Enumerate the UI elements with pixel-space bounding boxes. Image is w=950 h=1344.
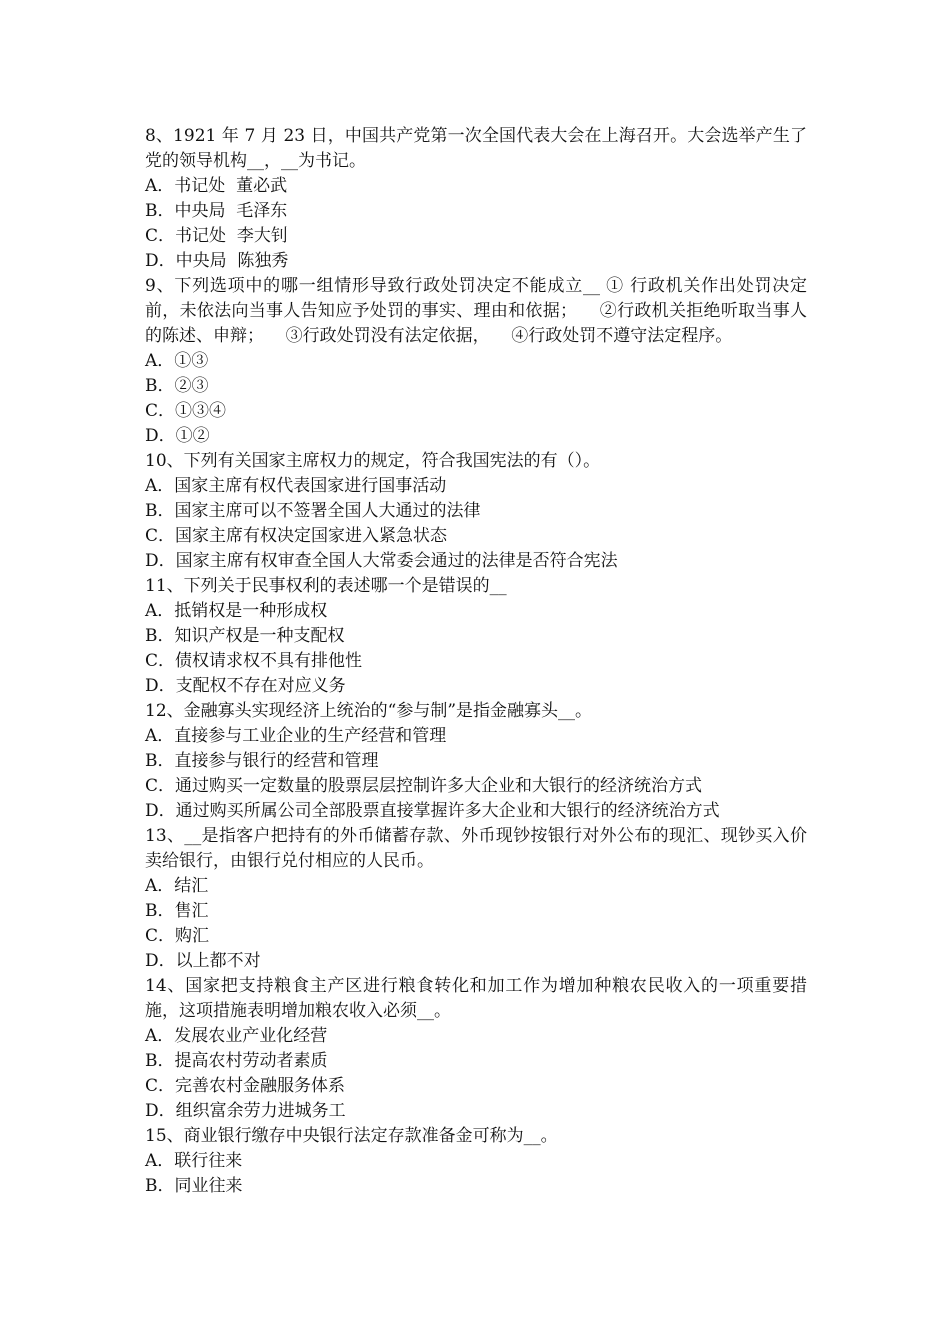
option-b: B．②③ (145, 376, 209, 396)
option-a: A．联行往来 (145, 1151, 243, 1171)
question-list (145, 124, 807, 1199)
option-c: C．①③④ (145, 401, 227, 421)
option-d: D．中央局 陈独秀 (145, 251, 289, 271)
option-b: B．中央局 毛泽东 (145, 201, 288, 221)
question-stem: 8、1921 年 7 月 23 日，中国共产党第一次全国代表大会在上海召开。大会选举产生了党的领导机构__，__为书记。 (145, 126, 807, 171)
option-d: D．①② (145, 426, 210, 446)
option-c: C．通过购买一定数量的股票层层控制许多大企业和大银行的经济统治方式 (145, 776, 703, 796)
option-a: A．直接参与工业企业的生产经营和管理 (145, 726, 447, 746)
option-a: A．①③ (145, 351, 209, 371)
question-stem: 11、下列关于民事权利的表述哪一个是错误的__ (145, 576, 507, 596)
question-stem: 10、下列有关国家主席权力的规定，符合我国宪法的有（）。 (145, 451, 601, 471)
question-15 (145, 1124, 807, 1199)
question-stem: 13、__是指客户把持有的外币储蓄存款、外币现钞按银行对外公布的现汇、现钞买入价卖给银行，由银行兑付相应的人民币。 (145, 826, 807, 871)
option-a: A．发展农业产业化经营 (145, 1026, 328, 1046)
question-13 (145, 824, 807, 974)
option-b: B．提高农村劳动者素质 (145, 1051, 328, 1071)
option-c: C．书记处 李大钊 (145, 226, 288, 246)
question-8 (145, 124, 807, 274)
question-stem: 12、金融寡头实现经济上统治的“参与制”是指金融寡头__。 (145, 701, 593, 721)
option-c: C．债权请求权不具有排他性 (145, 651, 363, 671)
option-d: D．支配权不存在对应义务 (145, 676, 346, 696)
option-a: A．抵销权是一种形成权 (145, 601, 328, 621)
question-11 (145, 574, 807, 699)
option-c: C．购汇 (145, 926, 210, 946)
option-a: A．国家主席有权代表国家进行国事活动 (145, 476, 447, 496)
option-b: B．直接参与银行的经营和管理 (145, 751, 379, 771)
option-b: B．售汇 (145, 901, 209, 921)
option-d: D．以上都不对 (145, 951, 261, 971)
option-d: D．国家主席有权审查全国人大常委会通过的法律是否符合宪法 (145, 551, 618, 571)
question-stem: 14、国家把支持粮食主产区进行粮食转化和加工作为增加种粮农民收入的一项重要措施，这项措施表明增加粮农收入必须__。 (145, 976, 807, 1021)
option-c: C．完善农村金融服务体系 (145, 1076, 346, 1096)
option-b: B．国家主席可以不签署全国人大通过的法律 (145, 501, 481, 521)
question-12 (145, 699, 807, 824)
option-a: A．书记处 董必武 (145, 176, 288, 196)
question-9 (145, 274, 807, 449)
option-d: D．组织富余劳力进城务工 (145, 1101, 346, 1121)
option-a: A．结汇 (145, 876, 209, 896)
option-c: C．国家主席有权决定国家进入紧急状态 (145, 526, 448, 546)
option-d: D．通过购买所属公司全部股票直接掌握许多大企业和大银行的经济统治方式 (145, 801, 720, 821)
question-stem: 15、商业银行缴存中央银行法定存款准备金可称为__。 (145, 1126, 558, 1146)
question-14 (145, 974, 807, 1124)
question-stem: 9、下列选项中的哪一组情形导致行政处罚决定不能成立__ ① 行政机关作出处罚决定前，未依法向当事人告知应予处罚的事实、理由和依据； ②行政机关拒绝听取当事人的陈述、申辩； ③行政处罚没有法定依据， ④行政处罚不遵守法定程序。 (145, 276, 807, 346)
option-b: B．知识产权是一种支配权 (145, 626, 345, 646)
option-b: B．同业往来 (145, 1176, 243, 1196)
question-10 (145, 449, 807, 574)
